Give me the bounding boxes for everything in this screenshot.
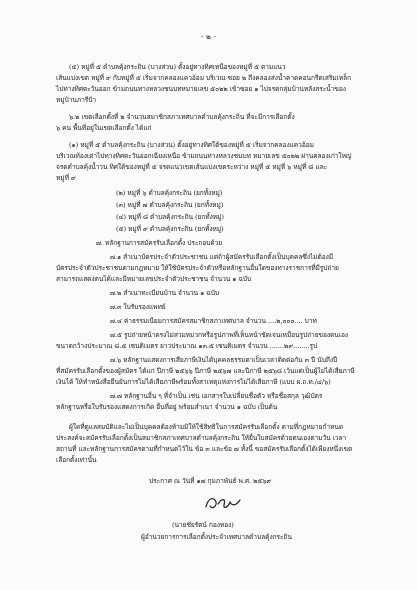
text-line: หมู่ที่ ๙ — [56, 174, 76, 182]
text-line: (๒) หมู่ที่ ๖ ตำบลคุ้งกระถิน (ยกทั้งหมู่) — [116, 189, 223, 197]
text-line: ขนาดกว้างประมาณ ๘.๕ เซนติเมตร ยาวประมาณ ๑๓.๕ เซนติเมตร จำนวน .......๒๙........รูป — [56, 342, 318, 350]
text-line: เงินได้ ให้ทำหนังสือยืนยันการไม่ได้เสียภาษีพร้อมทั้งสาเหตุแห่งการไม่ได้เสียภาษี (แบบ ผ.ถ.ท./๔/๖) — [56, 378, 331, 386]
text-line: (๑) หมู่ที่ ๕ ตำบลคุ้งกระถิน (บางส่วน) ตั้งอยู่ทางทิศใต้ของหมู่ที่ ๕ เริ่มจากคลองแควอ้อม — [69, 141, 314, 149]
text-line: ประกาศ ณ วันที่ ๑๗ กุมภาพันธ์ พ.ศ. ๒๕๖๙ — [149, 477, 272, 485]
text-line: ๗.๓ ใบรับรองแพทย์ — [110, 303, 166, 311]
text-line: ๗.๒ สำเนาทะเบียนบ้าน จำนวน ๑ ฉบับ — [110, 289, 220, 297]
text-line: (นายชัยรัตน์ กองทอง) — [172, 521, 234, 529]
text-line: ผู้ใดที่ดูแลสมบัติและไม่เป็นบุคคลต้องห้ามมิให้ใช้สิทธิในการสมัครรับเลือกตั้ง ตามที่กฎหมายกำหนด — [69, 423, 344, 431]
text-line: ประสงค์จะสมัครรับเลือกตั้งเป็นสมาชิกสภาเทศบาลตำบลคุ้งกระถิน ให้ยื่นใบสมัครด้วยตนเองตามวัน เวลา — [56, 434, 347, 442]
text-line: ๗.๑ สำเนาบัตรประจำตัวประชาชน แต่ถ้าผู้สมัครรับเลือกตั้งเป็นบุคคลซึ่งไม่ต้องมี — [110, 253, 334, 261]
text-line: ๗.๕ รูปถ่ายหน้าตรงไม่สวมหมวกหรือรูปภาพที่เห็นหน้าชัดเจนเหมือนรูปถ่ายของตนเอง — [110, 331, 349, 339]
text-line: บัตรประจำตัวประชาชนตามกฎหมาย ให้ใช้บัตรประจำตัวหรือหลักฐานอื่นใดของทางราชการที่มีรูปถ่าย — [56, 264, 339, 272]
text-line: ๗. หลักฐานการสมัครรับเลือกตั้ง ประกอบด้วย — [96, 239, 223, 247]
text-line: หมู่บ้านภารีป้า — [56, 96, 97, 104]
text-line: บริเวณท้องเต่าไปทางทิศตะวันออกเฉียงเหนือ ข้ามถนนทางหลวงชนบท หมายเลข ๕๐๒๒ ผ่านคลองเก่าใหญ่ — [56, 152, 352, 160]
text-line: ๖ คน พื้นที่อยู่ในเขตเลือกตั้ง ได้แก่ — [56, 124, 152, 132]
text-line: ที่สมัครรับเลือกตั้งของผู้สมัคร ได้แก่ ปีภาษี ๒๕๖๖ ปีภาษี ๒๕๖๗ และปีภาษี ๒๕๖๘ เว้นแต่เป็นผู้ไม่ได้เสียภาษี — [56, 367, 355, 375]
text-line: สามารถแสดงตนได้และมีหมายเลขประจำตัวประชาชน จำนวน ๑ ฉบับ — [56, 275, 252, 283]
text-line: ๗.๗ หลักฐานอื่น ๆ ที่จำเป็น เช่น เอกสารใบเปลี่ยนชื่อตัว หรือชื่อสกุล วุฒิบัตร — [110, 392, 323, 400]
text-line: สถานที่ และหลักฐานการสมัครตามที่กำหนดไว้ใน ข้อ ๓ และข้อ ๗ ทั้งนี้ ขอสมัครรับเลือกตั้งได้เพียงหนึ่งเขต — [56, 445, 353, 453]
text-line: เลือกตั้งเท่านั้น — [56, 456, 97, 464]
text-line: (๓) หมู่ที่ ๗ ตำบลคุ้งกระถิน (ยกทั้งหมู่) — [116, 201, 224, 209]
signature — [200, 492, 248, 514]
text-line: หลักฐานหรือใบรับรองแสดงการเกิด อื่นที่อยู่ พร้อมสำเนา จำนวน ๑ ฉบับ เป็นต้น — [56, 403, 278, 411]
page-number: - ๒ - — [201, 32, 216, 41]
text-line: จรดตำบลคุ้งน้ำวน ทิศใต้ของหมู่ที่ ๕ จรดแนวเขตเส้นแบ่งเขตระหว่าง หมู่ที่ ๕ หมู่ที่ ๖ หมู่ที่ ๘ และ — [56, 163, 328, 171]
text-line: ๗.๔ ค่าธรรมเนียมการสมัครสมาชิกสภาเทศบาล จำนวน ....๒,๐๐๐.... บาท — [110, 317, 317, 325]
text-line: (๔) หมู่ที่ ๘ ตำบลคุ้งกระถิน (ยกทั้งหมู่) — [116, 213, 224, 221]
text-line: ผู้อำนวยการการเลือกตั้งประจำเทศบาลตำบลคุ้งกระถิน — [141, 533, 292, 541]
text-line: เส้นแบ่งเขต หมู่ที่ ๙ กับหมู่ที่ ๕ เริ่มจากคลองแควอ้อม บริเวณ ซอย ๒ ถึงคลองส่งน้ำคาดคอนกรีตเสริมเหล็ก — [56, 74, 352, 82]
text-line: (๕) หมู่ที่ ๙ ตำบลคุ้งกระถิน (ยกทั้งหมู่) — [116, 225, 224, 233]
text-line: ๗.๖ หลักฐานแสดงการเสียภาษีเงินได้บุคคลธรรมดาเป็นเวลาติดต่อกัน ๓ ปี นับถึงปี — [110, 356, 338, 364]
text-line: ไปทางทิศตะวันออก ข้ามถนนทางหลวงชนบทหมายเลข ๕๐๒๒ เข้าซอย ๑ ไปจรดกลุ่มบ้านหลังสระน้ำของ — [56, 85, 346, 93]
text-line: ๖.๒ เขตเลือกตั้งที่ ๒ จำนวนสมาชิกสภาเทศบาลตำบลคุ้งกระถิน ที่จะมีการเลือกตั้ง — [69, 113, 295, 121]
text-line: (๕) หมู่ที่ ๕ ตำบลคุ้งกระถิน (บางส่วน) ตั้งอยู่ทางทิศเหนือของหมู่ที่ ๕ ตามแนว — [69, 63, 286, 71]
